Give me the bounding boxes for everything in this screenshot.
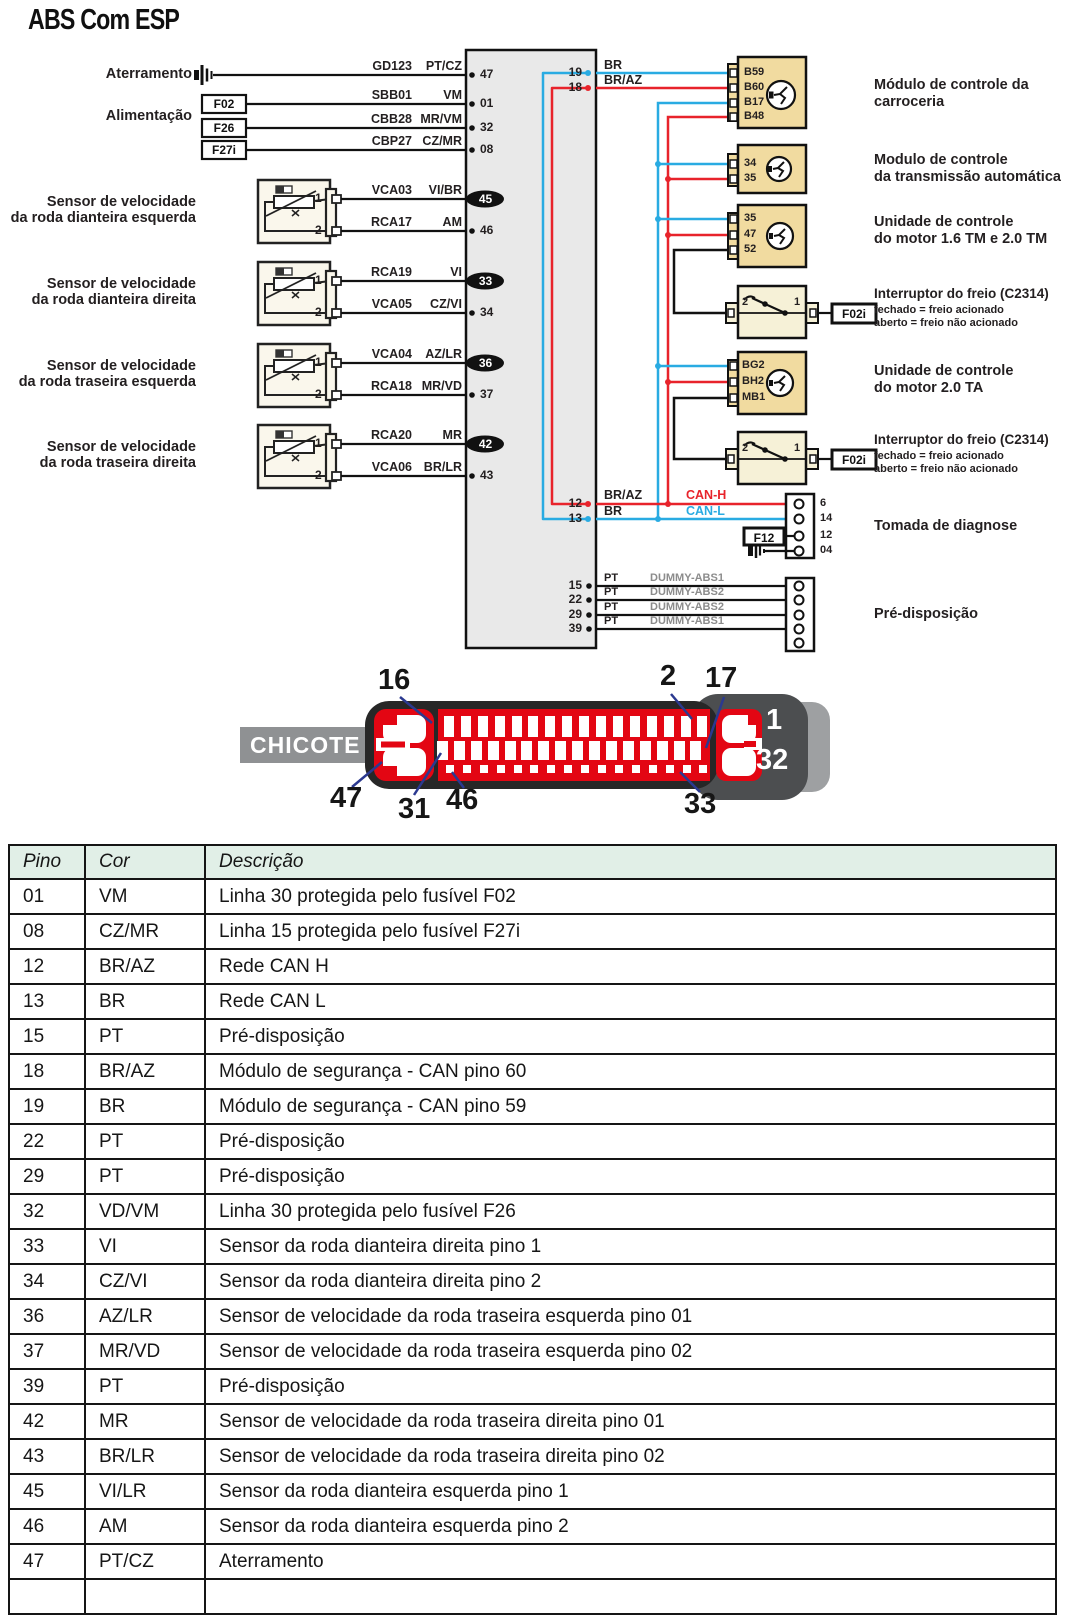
- wire-color: CZ/VI: [430, 297, 462, 311]
- abs-pin: 18: [568, 80, 582, 94]
- wire-color: BR/AZ: [604, 73, 643, 87]
- pin-table-wrapper: [8, 844, 1060, 1572]
- description-cell: Pré-disposição: [205, 1019, 1056, 1054]
- pin-cell: 39: [9, 1369, 85, 1404]
- diagnosis-label: Tomada de diagnose: [874, 518, 1018, 534]
- pin-cell: 13: [9, 984, 85, 1019]
- pin-table-header-row: [9, 845, 1056, 879]
- fuse-f26-label: F26: [213, 121, 235, 135]
- sensor-tab-pin: 1: [315, 355, 322, 369]
- table-row: [9, 1124, 1056, 1159]
- wire-code: RCA19: [371, 265, 412, 279]
- wire-code: VCA03: [371, 183, 412, 197]
- module-name: carroceria: [874, 94, 945, 110]
- module-pin: 35: [744, 212, 757, 224]
- color-cell: AZ/LR: [85, 1299, 205, 1334]
- wire-color: PT: [604, 586, 619, 598]
- wire-color: CZ/MR: [422, 134, 462, 148]
- abs-pin: 12: [568, 496, 582, 510]
- table-row: [9, 1264, 1056, 1299]
- switch-note: aberto = freio não acionado: [874, 463, 1018, 475]
- description-cell: Linha 15 protegida pelo fusível F27i: [205, 914, 1056, 949]
- wire-color: MR/VM: [420, 112, 462, 126]
- description-cell: Pré-disposição: [205, 1369, 1056, 1404]
- wire-name: DUMMY-ABS2: [650, 601, 724, 613]
- table-row: [9, 1509, 1056, 1544]
- sensor-name: Sensor de velocidade: [46, 276, 196, 292]
- table-row: [9, 1544, 1056, 1579]
- module-name: Modulo de controle: [874, 152, 1008, 168]
- module-name: da transmissão automática: [874, 169, 1061, 185]
- wire-color: PT: [604, 601, 619, 613]
- connector-callout-32: 32: [756, 744, 789, 776]
- predisposition-label: Pré-disposição: [874, 606, 978, 622]
- pin-table-body: [9, 879, 1056, 1579]
- connector-callout-1: 1: [766, 704, 783, 736]
- wire-name: DUMMY-ABS1: [650, 572, 724, 584]
- sensor-name: da roda traseira esquerda: [18, 374, 196, 390]
- description-cell: Linha 30 protegida pelo fusível F02: [205, 879, 1056, 914]
- sensor-tab-pin: 2: [315, 305, 322, 319]
- description-cell: Sensor de velocidade da roda traseira esquerda pino 02: [205, 1334, 1056, 1369]
- page-title: ABS Com ESP: [28, 4, 180, 36]
- module-name: Unidade de controle: [874, 214, 1014, 230]
- color-cell: VD/VM: [85, 1194, 205, 1229]
- description-cell: Módulo de segurança - CAN pino 59: [205, 1089, 1056, 1124]
- pin-cell: 19: [9, 1089, 85, 1124]
- switch-note: fechado = freio acionado: [874, 450, 1004, 462]
- wire-code: VCA06: [371, 460, 412, 474]
- pin-table-header: Cor: [85, 845, 205, 879]
- fuse-f27i-label: F27i: [211, 143, 236, 157]
- pin-cell: 01: [9, 879, 85, 914]
- pin-cell: 08: [9, 914, 85, 949]
- power-label: Alimentação: [105, 108, 192, 124]
- color-cell: PT: [85, 1159, 205, 1194]
- description-cell: Sensor da roda dianteira esquerda pino 2: [205, 1509, 1056, 1544]
- abs-pin: 43: [480, 468, 494, 482]
- brake-switch-wires: [674, 250, 730, 459]
- wire-color: VI/BR: [428, 183, 462, 197]
- wire-color: BR/AZ: [604, 488, 643, 502]
- pin-table-header: Pino: [9, 845, 85, 879]
- wire-color: BR/LR: [423, 460, 462, 474]
- description-cell: Sensor de velocidade da roda traseira direita pino 01: [205, 1404, 1056, 1439]
- module-name: do motor 1.6 TM e 2.0 TM: [874, 231, 1048, 247]
- color-cell: PT: [85, 1019, 205, 1054]
- pin-cell: 43: [9, 1439, 85, 1474]
- module-pin: MB1: [742, 391, 766, 403]
- description-cell: Linha 30 protegida pelo fusível F26: [205, 1194, 1056, 1229]
- table-row: [9, 949, 1056, 984]
- module-pin: 52: [744, 243, 757, 255]
- description-cell: Sensor da roda dianteira direita pino 2: [205, 1264, 1056, 1299]
- diag-pin: 14: [820, 512, 833, 524]
- table-row: [9, 1159, 1056, 1194]
- diag-pin: 04: [820, 544, 833, 556]
- switch-pin: 1: [794, 296, 801, 308]
- ground-label: Aterramento: [105, 66, 192, 82]
- engine-ta-module-box: [728, 352, 806, 414]
- table-row: [9, 1054, 1056, 1089]
- sensor-name: da roda dianteira direita: [31, 292, 196, 308]
- abs-pin: 08: [480, 142, 494, 156]
- sensor-tab-pin: 2: [315, 223, 322, 237]
- wire-color: BR: [604, 504, 623, 518]
- control-modules: [728, 57, 806, 414]
- description-cell: Módulo de segurança - CAN pino 60: [205, 1054, 1056, 1089]
- description-cell: Sensor de velocidade da roda traseira direita pino 02: [205, 1439, 1056, 1474]
- color-cell: PT: [85, 1369, 205, 1404]
- fuse-f02i-label: F02i: [841, 453, 866, 467]
- module-pin: B59: [744, 66, 765, 78]
- table-row-partial: [9, 1579, 1056, 1614]
- description-cell: Sensor da roda dianteira esquerda pino 1: [205, 1474, 1056, 1509]
- module-name: Unidade de controle: [874, 363, 1014, 379]
- wire-color: AZ/LR: [425, 347, 462, 361]
- abs-pin-highlighted: 33: [478, 274, 493, 288]
- description-cell: Rede CAN H: [205, 949, 1056, 984]
- wire-code: RCA20: [371, 428, 412, 442]
- description-cell: Sensor de velocidade da roda traseira esquerda pino 01: [205, 1299, 1056, 1334]
- color-cell: MR/VD: [85, 1334, 205, 1369]
- module-pin: BG2: [742, 359, 765, 371]
- wire-color: BR: [604, 58, 623, 72]
- body-control-module-box: [728, 57, 806, 128]
- description-cell: Pré-disposição: [205, 1159, 1056, 1194]
- color-cell: [85, 1579, 205, 1614]
- table-row: [9, 879, 1056, 914]
- abs-pin: 37: [480, 387, 494, 401]
- fuse-f02-label: F02: [213, 97, 235, 111]
- color-cell: PT: [85, 1124, 205, 1159]
- sensor-tab-pin: 1: [315, 191, 322, 205]
- diag-pin: 6: [820, 497, 827, 509]
- switch-note: aberto = freio não acionado: [874, 317, 1018, 329]
- color-cell: BR: [85, 984, 205, 1019]
- abs-pin-highlighted: 45: [478, 192, 493, 206]
- pin-cell: 47: [9, 1544, 85, 1579]
- switch-pin: 2: [742, 442, 749, 454]
- wire-code: CBB28: [371, 112, 412, 126]
- table-row: [9, 1194, 1056, 1229]
- pin-cell: [9, 1579, 85, 1614]
- chicote-banner-label: CHICOTE: [250, 732, 361, 758]
- table-row: [9, 1474, 1056, 1509]
- wire-color: PT: [604, 572, 619, 584]
- wire-color: AM: [442, 215, 462, 229]
- module-pin: 35: [744, 172, 757, 184]
- module-pin: 34: [744, 157, 757, 169]
- color-cell: VI: [85, 1229, 205, 1264]
- switch-title: Interruptor do freio (C2314): [874, 432, 1049, 447]
- color-cell: CZ/VI: [85, 1264, 205, 1299]
- wire-color: MR: [442, 428, 462, 442]
- fuse-f12-label: F12: [753, 531, 775, 545]
- wire-code: RCA18: [371, 379, 412, 393]
- pin-cell: 36: [9, 1299, 85, 1334]
- connector-callout-46: 46: [446, 784, 479, 816]
- table-row: [9, 1334, 1056, 1369]
- wire-code: GD123: [372, 59, 412, 73]
- description-cell: Pré-disposição: [205, 1124, 1056, 1159]
- sensor-tab-pin: 2: [315, 468, 322, 482]
- wire-code: VCA05: [371, 297, 412, 311]
- sensor-name: Sensor de velocidade: [46, 194, 196, 210]
- wire-color: VM: [443, 88, 462, 102]
- pin-cell: 18: [9, 1054, 85, 1089]
- pin-cell: 22: [9, 1124, 85, 1159]
- pin-cell: 29: [9, 1159, 85, 1194]
- pin-cell: 42: [9, 1404, 85, 1439]
- wire-color: MR/VD: [421, 379, 462, 393]
- predisposition-connector: [786, 578, 814, 651]
- connector-callout-31: 31: [398, 793, 431, 825]
- table-row: [9, 1019, 1056, 1054]
- connector-callout-33: 33: [684, 788, 717, 820]
- pin-cell: 32: [9, 1194, 85, 1229]
- module-name: Módulo de controle da: [874, 77, 1029, 93]
- color-cell: BR/AZ: [85, 1054, 205, 1089]
- abs-pin: 15: [568, 578, 582, 592]
- wire-name: DUMMY-ABS2: [650, 586, 724, 598]
- pin-cell: 37: [9, 1334, 85, 1369]
- pin-cell: 12: [9, 949, 85, 984]
- pin-cell: 33: [9, 1229, 85, 1264]
- description-cell: Rede CAN L: [205, 984, 1056, 1019]
- pin-cell: 15: [9, 1019, 85, 1054]
- engine-tm-module-box: [728, 205, 806, 267]
- color-cell: BR: [85, 1089, 205, 1124]
- switch-pin: 2: [742, 296, 749, 308]
- color-cell: VM: [85, 879, 205, 914]
- wire-code: RCA17: [371, 215, 412, 229]
- description-cell: [205, 1579, 1056, 1614]
- sensor-tab-pin: 1: [315, 436, 322, 450]
- sensor-name: Sensor de velocidade: [46, 358, 196, 374]
- wire-color: PT/CZ: [425, 59, 462, 73]
- abs-pin: 47: [480, 67, 494, 81]
- abs-pin: 32: [480, 120, 494, 134]
- abs-pin: 34: [480, 305, 494, 319]
- wire-color: VI: [450, 265, 462, 279]
- pin-cell: 34: [9, 1264, 85, 1299]
- can-h-label: CAN-H: [686, 488, 727, 502]
- color-cell: VI/LR: [85, 1474, 205, 1509]
- description-cell: Aterramento: [205, 1544, 1056, 1579]
- sensor-name: da roda traseira direita: [39, 455, 196, 471]
- wire-code: SBB01: [371, 88, 412, 102]
- wire-color: PT: [604, 615, 619, 627]
- color-cell: PT/CZ: [85, 1544, 205, 1579]
- sensor-tab-pin: 1: [315, 273, 322, 287]
- abs-pin: 39: [568, 621, 582, 635]
- connector-callout-16: 16: [378, 664, 411, 696]
- sensor-tab-pin: 2: [315, 387, 322, 401]
- connector-callout-17: 17: [705, 662, 738, 694]
- color-cell: AM: [85, 1509, 205, 1544]
- pin-table: [8, 844, 1057, 1615]
- pin-cell: 45: [9, 1474, 85, 1509]
- abs-pin: 01: [480, 96, 494, 110]
- switch-note: fechado = freio acionado: [874, 304, 1004, 316]
- diag-pin: 12: [820, 529, 833, 541]
- pin-table-header: Descrição: [205, 845, 1056, 879]
- abs-pin: 19: [568, 65, 582, 79]
- abs-module-box: [466, 50, 596, 648]
- module-pin: 47: [744, 228, 757, 240]
- table-row: [9, 1369, 1056, 1404]
- color-cell: BR/AZ: [85, 949, 205, 984]
- abs-pin: 13: [568, 511, 582, 525]
- abs-pin: 29: [568, 607, 582, 621]
- abs-pin: 46: [480, 223, 494, 237]
- color-cell: BR/LR: [85, 1439, 205, 1474]
- can-l-label: CAN-L: [686, 504, 725, 518]
- color-cell: CZ/MR: [85, 914, 205, 949]
- abs-pin: 22: [568, 592, 582, 606]
- table-row: [9, 914, 1056, 949]
- table-row: [9, 1299, 1056, 1334]
- connector-callout-47: 47: [330, 782, 363, 814]
- wire-code: VCA04: [371, 347, 412, 361]
- transmission-module-box: [728, 145, 806, 193]
- module-pin: B17: [744, 96, 765, 108]
- connector-callout-2: 2: [660, 660, 677, 692]
- table-row: [9, 1089, 1056, 1124]
- switch-pin: 1: [794, 442, 801, 454]
- module-pin: B60: [744, 81, 765, 93]
- abs-pin-highlighted: 42: [478, 437, 493, 451]
- wire-code: CBP27: [371, 134, 412, 148]
- sensor-name: Sensor de velocidade: [46, 439, 196, 455]
- pin-cell: 46: [9, 1509, 85, 1544]
- description-cell: Sensor da roda dianteira direita pino 1: [205, 1229, 1056, 1264]
- table-row: [9, 984, 1056, 1019]
- color-cell: MR: [85, 1404, 205, 1439]
- abs-pin-highlighted: 36: [478, 356, 493, 370]
- table-row: [9, 1229, 1056, 1264]
- module-name: do motor 2.0 TA: [874, 380, 984, 396]
- sensor-name: da roda dianteira esquerda: [10, 210, 196, 226]
- switch-title: Interruptor do freio (C2314): [874, 286, 1049, 301]
- fuse-f02i-label: F02i: [841, 307, 866, 321]
- table-row: [9, 1439, 1056, 1474]
- wire-name: DUMMY-ABS1: [650, 615, 724, 627]
- table-row: [9, 1404, 1056, 1439]
- module-pin: BH2: [742, 375, 765, 387]
- module-pin: B48: [744, 110, 765, 122]
